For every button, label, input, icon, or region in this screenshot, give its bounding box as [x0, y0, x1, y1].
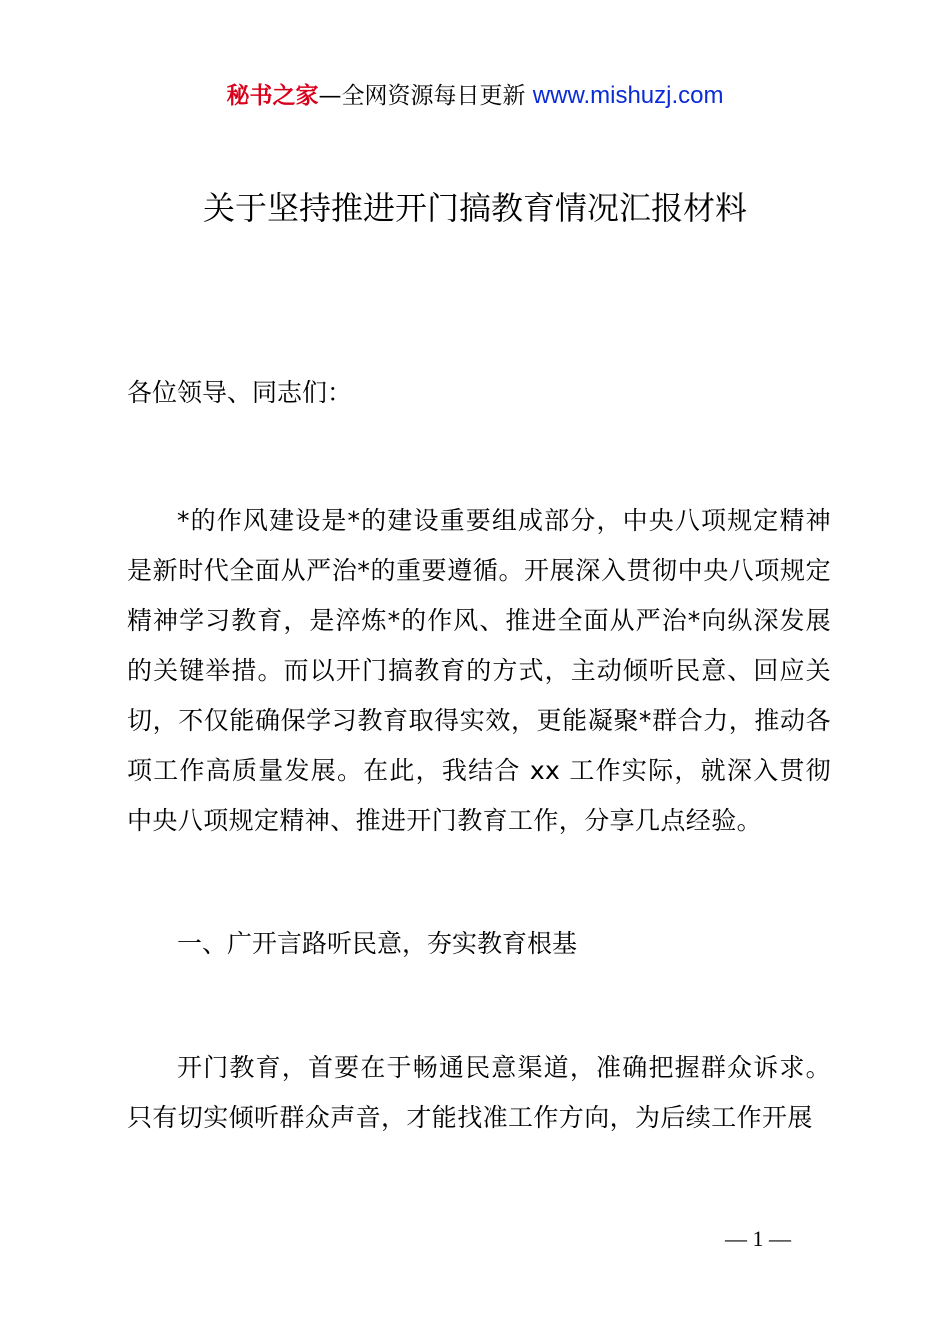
- body-paragraph: *的作风建设是*的建设重要组成部分，中央八项规定精神是新时代全面从严治*的重要遵循。开展深入贯彻中央八项规定精神学习教育，是淬炼*的作风、推进全面从严治*向纵深发展的关键举措。而以开门搞教育的方式，主动倾听民意、回应关切，不仅能确保学习教育取得实效，更能凝聚*群合力，推动各项工作高质量发展。在此，我结合 xx 工作实际，就深入贯彻中央八项规定精神、推进开门教育工作，分享几点经验。: [127, 506, 831, 835]
- body-paragraph: 开门教育，首要在于畅通民意渠道，准确把握群众诉求。只有切实倾听群众声音，才能找准工作方向，为后续工作开展: [127, 1053, 831, 1132]
- section-heading: 一、广开言路听民意，夯实教育根基: [177, 929, 578, 958]
- site-header: [0, 80, 950, 112]
- document-title: 关于坚持推进开门搞教育情况汇报材料: [202, 189, 747, 227]
- site-url-link[interactable]: www.mishuzj.com: [532, 82, 724, 109]
- header-tagline: —全网资源每日更新: [318, 83, 526, 109]
- page-number: — 1 —: [725, 1226, 791, 1251]
- salutation: 各位领导、同志们：: [127, 378, 353, 407]
- brand-name: 秘书之家: [226, 83, 319, 109]
